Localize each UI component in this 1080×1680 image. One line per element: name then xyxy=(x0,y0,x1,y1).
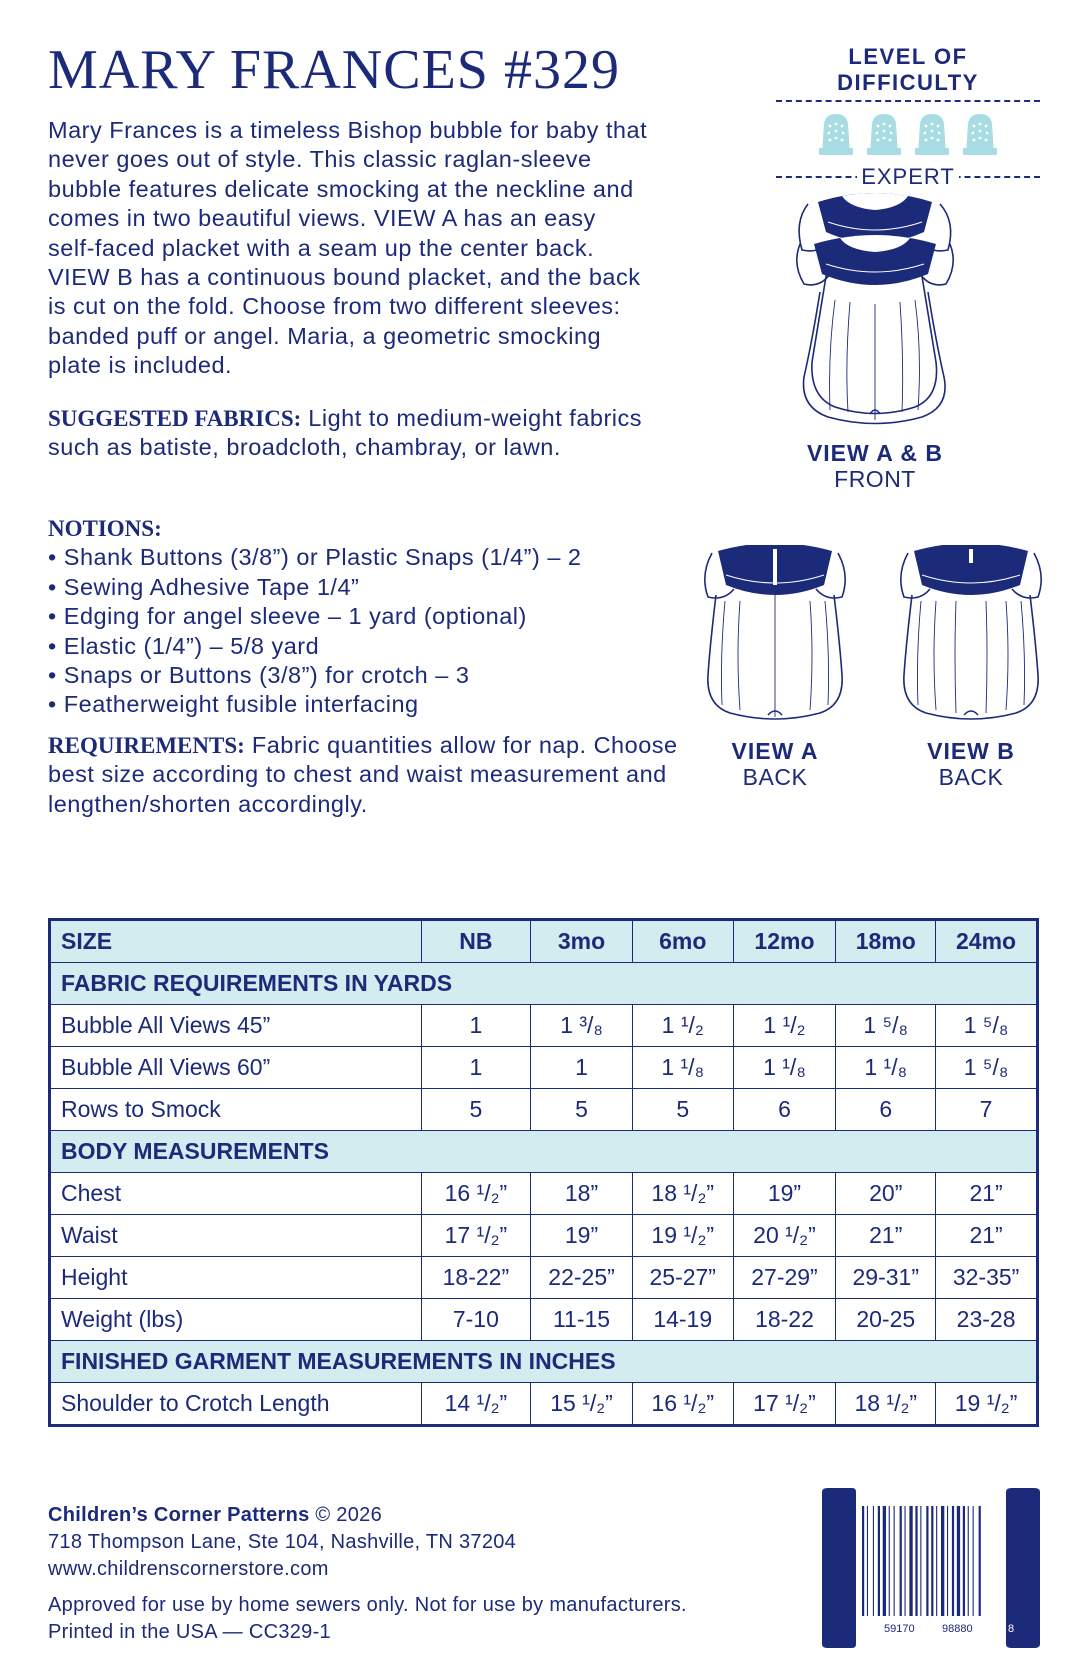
barcode-bar xyxy=(862,1506,864,1626)
notion-item: • Shank Buttons (3/8”) or Plastic Snaps (1/4”) – 2 xyxy=(48,543,668,572)
table-cell: 14 ¹/₂” xyxy=(421,1383,531,1426)
company-website[interactable]: www.childrenscornerstore.com xyxy=(48,1558,329,1580)
requirements-label: REQUIREMENTS: xyxy=(48,733,245,758)
notion-item: • Snaps or Buttons (3/8”) for crotch – 3 xyxy=(48,661,668,690)
table-cell: 1 xyxy=(421,1005,531,1047)
barcode-digit: 98880 xyxy=(942,1623,973,1635)
back-view-b-label: VIEW B xyxy=(927,738,1015,764)
table-cell: 21” xyxy=(936,1215,1038,1257)
table-row xyxy=(50,1089,1038,1131)
table-cell: 14-19 xyxy=(632,1299,733,1341)
barcode-bar xyxy=(920,1506,921,1626)
notion-item: • Edging for angel sleeve – 1 yard (optional) xyxy=(48,602,668,631)
barcode-spool xyxy=(822,1488,1040,1648)
barcode-bar xyxy=(979,1506,981,1626)
table-cell: 21” xyxy=(936,1173,1038,1215)
table-cell: 5 xyxy=(531,1089,633,1131)
row-label: Shoulder to Crotch Length xyxy=(50,1383,422,1426)
section-title: BODY MEASUREMENTS xyxy=(50,1131,1038,1173)
table-cell: 21” xyxy=(836,1215,936,1257)
company-info xyxy=(48,1502,808,1583)
table-cell: 1 ¹/₈ xyxy=(733,1047,836,1089)
table-cell: 20” xyxy=(836,1173,936,1215)
back-view-b-sublabel: BACK xyxy=(938,764,1004,790)
table-cell: 17 ¹/₂” xyxy=(421,1215,531,1257)
table-row xyxy=(50,1215,1038,1257)
barcode-bar xyxy=(867,1506,868,1626)
header-cell: NB xyxy=(421,920,531,963)
barcode-bar xyxy=(931,1506,933,1626)
table-cell: 1 ¹/₂ xyxy=(632,1005,733,1047)
header-cell: 24mo xyxy=(936,920,1038,963)
difficulty-panel xyxy=(776,44,1040,188)
difficulty-title: LEVEL OF DIFFICULTY xyxy=(837,44,979,95)
thimble-icon xyxy=(912,112,952,156)
notion-item: • Elastic (1/4”) – 5/8 yard xyxy=(48,632,668,661)
section-row xyxy=(50,1131,1038,1173)
table-cell: 29-31” xyxy=(836,1257,936,1299)
table-cell: 18 ¹/₂” xyxy=(836,1383,936,1426)
header-cell: 3mo xyxy=(531,920,633,963)
table-cell: 18” xyxy=(531,1173,633,1215)
back-view-a-label: VIEW A xyxy=(731,738,819,764)
table-header-row xyxy=(50,920,1038,963)
table-cell: 22-25” xyxy=(531,1257,633,1299)
table-cell: 7 xyxy=(936,1089,1038,1131)
table-cell: 6 xyxy=(836,1089,936,1131)
notions xyxy=(48,514,668,720)
barcode-digit: 59170 xyxy=(884,1623,915,1635)
copyright: © 2026 xyxy=(309,1504,383,1526)
back-view-a-sublabel: BACK xyxy=(742,764,808,790)
table-row xyxy=(50,1383,1038,1426)
requirements-text: Fabric quantities allow for nap. Choose best size according to chest and waist measurement and lengthen/shorten accordingly. xyxy=(48,732,678,817)
size-chart-table xyxy=(48,918,1039,1427)
header-cell: SIZE xyxy=(50,920,422,963)
barcode-bar xyxy=(909,1506,912,1626)
section-title: FINISHED GARMENT MEASUREMENTS IN INCHES xyxy=(50,1341,1038,1383)
header-cell: 6mo xyxy=(632,920,733,963)
table-cell: 1 ⁵/₈ xyxy=(936,1005,1038,1047)
table-cell: 32-35” xyxy=(936,1257,1038,1299)
table-cell: 19 ¹/₂” xyxy=(936,1383,1038,1426)
header-cell: 18mo xyxy=(836,920,936,963)
barcode-digit: 8 xyxy=(1008,1623,1015,1635)
table-cell: 1 ⁵/₈ xyxy=(836,1005,936,1047)
row-label: Height xyxy=(50,1257,422,1299)
table-row xyxy=(50,1047,1038,1089)
disclaimer: Approved for use by home sewers only. Not for use by manufacturers. xyxy=(48,1594,687,1616)
notions-list xyxy=(48,543,668,719)
company-address: 718 Thompson Lane, Ste 104, Nashville, TN 37204 xyxy=(48,1531,517,1553)
notions-label: NOTIONS: xyxy=(48,516,162,541)
row-label: Waist xyxy=(50,1215,422,1257)
back-view-b-caption xyxy=(896,738,1046,790)
table-cell: 1 ³/₈ xyxy=(531,1005,633,1047)
company-name: Children’s Corner Patterns xyxy=(48,1504,310,1526)
row-label: Chest xyxy=(50,1173,422,1215)
front-view-sublabel: FRONT xyxy=(834,466,916,492)
table-cell: 6 xyxy=(733,1089,836,1131)
table-cell: 7-10 xyxy=(421,1299,531,1341)
barcode-bar xyxy=(968,1506,969,1626)
table-cell: 1 ⁵/₈ xyxy=(936,1047,1038,1089)
barcode-digit: 7 xyxy=(850,1623,857,1635)
pattern-title: MARY FRANCES #329 xyxy=(48,39,620,101)
back-view-a-caption xyxy=(700,738,850,790)
barcode-bar xyxy=(894,1506,895,1626)
barcode-bar xyxy=(957,1506,960,1626)
table-cell: 19” xyxy=(733,1173,836,1215)
thimble-icon xyxy=(864,112,904,156)
requirements xyxy=(48,731,688,819)
thimble-icon xyxy=(960,112,1000,156)
table-cell: 20-25 xyxy=(836,1299,936,1341)
table-row xyxy=(50,1005,1038,1047)
suggested-fabrics-text: Light to medium-weight fabrics such as batiste, broadcloth, chambray, or lawn. xyxy=(48,405,643,461)
notion-item: • Featherweight fusible interfacing xyxy=(48,690,668,719)
barcode-bar xyxy=(926,1506,928,1626)
divider xyxy=(776,100,1040,102)
table-cell: 23-28 xyxy=(936,1299,1038,1341)
legal-info xyxy=(48,1592,808,1646)
table-cell: 1 ¹/₈ xyxy=(836,1047,936,1089)
table-cell: 15 ¹/₂” xyxy=(531,1383,633,1426)
table-cell: 1 xyxy=(531,1047,633,1089)
back-view-a-illustration xyxy=(700,545,850,725)
table-cell: 1 xyxy=(421,1047,531,1089)
table-cell: 16 ¹/₂” xyxy=(421,1173,531,1215)
table-row xyxy=(50,1173,1038,1215)
front-view-label: VIEW A & B xyxy=(806,440,944,466)
suggested-fabrics-label: SUGGESTED FABRICS: xyxy=(48,406,302,431)
pattern-description: Mary Frances is a timeless Bishop bubble for baby that never goes out of style. This classic raglan-sleeve bubble features delicate smocking at the neckline and comes in two beautiful views. VIEW A has an easy self-faced placket with a seam up the center back. VIEW B has a continuous bound placket, and the back is cut on the fold. Choose from two different sleeves: banded puff or angel. Maria, a geometric smocking plate is included. xyxy=(48,117,648,379)
barcode-bar xyxy=(915,1506,917,1626)
table-cell: 20 ¹/₂” xyxy=(733,1215,836,1257)
table-cell: 16 ¹/₂” xyxy=(632,1383,733,1426)
barcode-bar xyxy=(941,1506,944,1626)
barcode-bar xyxy=(947,1506,948,1626)
table-row xyxy=(50,1257,1038,1299)
front-view-illustration xyxy=(790,192,960,432)
barcode-bar xyxy=(900,1506,902,1626)
suggested-fabrics xyxy=(48,404,668,463)
section-row xyxy=(50,1341,1038,1383)
barcode-bar xyxy=(878,1506,880,1626)
table-cell: 18-22 xyxy=(733,1299,836,1341)
row-label: Weight (lbs) xyxy=(50,1299,422,1341)
table-cell: 27-29” xyxy=(733,1257,836,1299)
table-cell: 18-22” xyxy=(421,1257,531,1299)
row-label: Rows to Smock xyxy=(50,1089,422,1131)
table-cell: 11-15 xyxy=(531,1299,633,1341)
table-cell: 19 ¹/₂” xyxy=(632,1215,733,1257)
row-label: Bubble All Views 60” xyxy=(50,1047,422,1089)
back-view-b-illustration xyxy=(896,545,1046,725)
table-cell: 1 ¹/₈ xyxy=(632,1047,733,1089)
table-cell: 25-27” xyxy=(632,1257,733,1299)
barcode-bar xyxy=(873,1506,874,1626)
table-cell: 5 xyxy=(632,1089,733,1131)
barcode-bar xyxy=(963,1506,965,1626)
thimble-rating xyxy=(776,112,1040,156)
difficulty-level: EXPERT xyxy=(857,164,959,189)
header-cell: 12mo xyxy=(733,920,836,963)
table-cell: 1 ¹/₂ xyxy=(733,1005,836,1047)
front-view-caption xyxy=(790,440,960,492)
barcode-bar xyxy=(889,1506,890,1626)
table-cell: 18 ¹/₂” xyxy=(632,1173,733,1215)
table-row xyxy=(50,1299,1038,1341)
section-row xyxy=(50,963,1038,1005)
row-label: Bubble All Views 45” xyxy=(50,1005,422,1047)
table-cell: 19” xyxy=(531,1215,633,1257)
printed-info: Printed in the USA — CC329-1 xyxy=(48,1621,331,1643)
barcode-bar xyxy=(936,1506,937,1626)
barcode-bar xyxy=(973,1506,974,1626)
barcode-bar xyxy=(883,1506,886,1626)
difficulty-level-row xyxy=(776,164,1040,188)
table-cell: 17 ¹/₂” xyxy=(733,1383,836,1426)
barcode-bar xyxy=(905,1506,906,1626)
thimble-icon xyxy=(816,112,856,156)
section-title: FABRIC REQUIREMENTS IN YARDS xyxy=(50,963,1038,1005)
notion-item: • Sewing Adhesive Tape 1/4” xyxy=(48,573,668,602)
barcode-bar xyxy=(952,1506,954,1626)
table-cell: 5 xyxy=(421,1089,531,1131)
